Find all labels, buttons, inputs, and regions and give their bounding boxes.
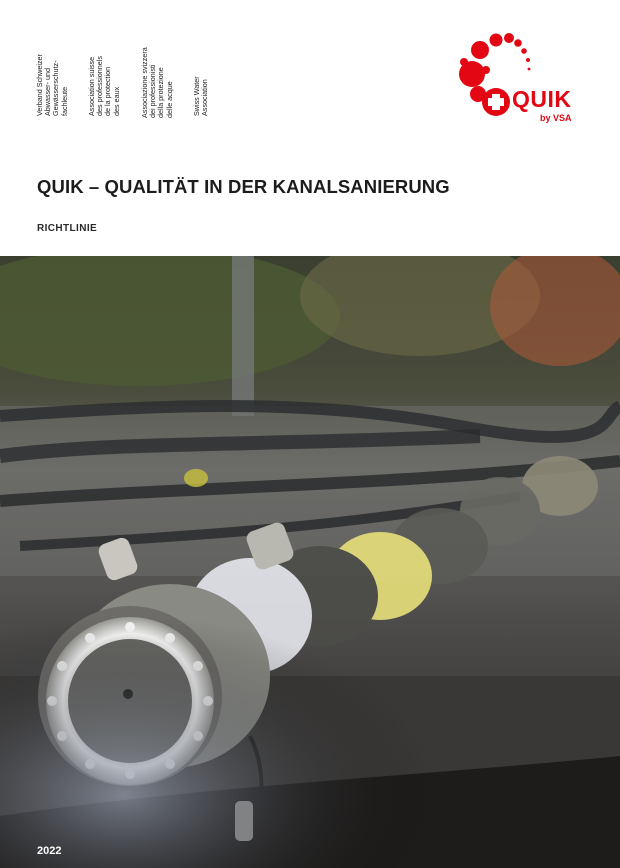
assoc-line: Swiss Water (192, 76, 201, 116)
assoc-line: Associazione svizzera (140, 47, 149, 118)
assoc-line: des professionnels (95, 56, 105, 116)
assoc-line: Abwasser- und (43, 68, 53, 116)
assoc-line: Association (200, 79, 210, 116)
assoc-line: Verband Schweizer (35, 54, 44, 116)
assoc-line: Gewässerschutz- (51, 60, 61, 116)
assoc-line: dei professionisti (148, 64, 158, 118)
page-title: QUIK – QUALITÄT IN DER KANALSANIERUNG (37, 176, 450, 197)
logo-subtitle: by VSA (540, 113, 572, 123)
assoc-line: delle acque (164, 81, 174, 118)
document-type: RICHTLINIE (37, 223, 98, 234)
assoc-line: fachleute (59, 86, 69, 116)
publication-year: 2022 (37, 845, 62, 857)
cover-photo (0, 256, 620, 868)
assoc-line: des eaux (111, 86, 121, 116)
inspection-robot-photo (0, 256, 620, 868)
assoc-line: de la protection (103, 66, 113, 116)
assoc-line: Association suisse (87, 56, 96, 116)
assoc-line: della protezione (156, 67, 166, 118)
logo-wordmark: QUIK (512, 86, 572, 112)
